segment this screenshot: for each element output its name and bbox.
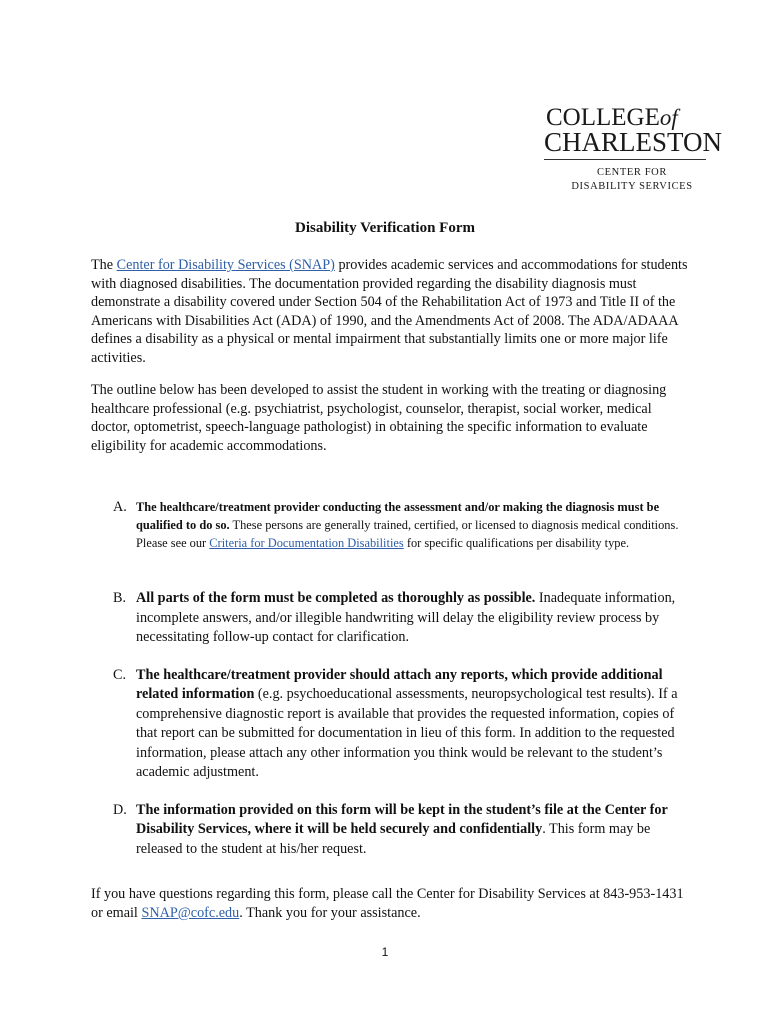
email-link[interactable]: SNAP@cofc.edu [141,904,240,921]
item-d-body: . This form may be released to the student at his/her request. [136,821,651,857]
logo-center-for: CENTER FOR [597,167,667,178]
item-c-body: (e.g. psychoeducational assessments, neuropsychological test results). If a comprehensive diagnostic report is available that provides the requested information, copies of that report can be submitted for documentation in lieu of this form. In addition to the requested information, please attach any other information you think would be relevant to the student’s academic adjustment. [136,686,678,781]
item-a-text1: These persons are generally trained, certified, or licensed to diagnosis medical conditions. Please see our [136,517,679,550]
item-b-text [136,589,691,648]
logo-college: COLLEGE [546,104,660,131]
item-b-body: Inadequate information, incomplete answers, and/or illegible handwriting will delay the eligibility review process by necessitating follow-up contact for clarification. [136,590,676,646]
item-a-text2: for specific qualifications per disability type. [403,535,630,550]
item-b-label: B. [113,590,127,606]
item-b-bold: All parts of the form must be completed as thoroughly as possible. [136,590,536,606]
form-title: Disability Verification Form [295,220,475,236]
item-c-text [136,666,691,782]
item-d-label: D. [113,802,127,818]
item-a-text [136,499,691,552]
item-d-bold: The information provided on this form will be kept in the student’s file at the Center for Disability Services, where it will be held securely and confidentially [136,802,668,838]
criteria-link[interactable]: Criteria for Documentation Disabilities [209,535,404,550]
intro-before-link: The [91,257,117,273]
item-d-text [136,801,691,859]
closing-before-email: If you have questions regarding this form, please call the Center for Disability Services at 843-953-1431 or email [91,886,684,921]
snap-link[interactable]: Center for Disability Services (SNAP) [116,257,335,273]
logo-divider [544,159,706,160]
outline-paragraph: The outline below has been developed to assist the student in working with the treating or diagnosing healthcare professional (e.g. psychiatrist, psychologist, counselor, therapist, social worker, medical doctor, optometrist, speech-language pathologist) in obtaining the specific information to evaluate eligibility for academic accommodations. [91,382,667,454]
page-number: 1 [381,945,389,959]
item-c-label: C. [113,667,127,683]
item-a-bold: The healthcare/treatment provider conducting the assessment and/or making the diagnosis must be qualified to do so. [136,500,660,532]
intro-paragraph [91,256,691,368]
intro-after-link: provides academic services and accommodations for students with diagnosed disabilities. The documentation provided regarding the disability diagnosis must demonstrate a disability covered under Section 504 of the Rehabilitation Act of 1973 and Title II of the Americans with Disabilities Act (ADA) of 1990, and the Amendments Act of 2008. The ADA/ADAAA defines a disability as a physical or mental impairment that substantially limits one or more major life activities. [91,257,688,366]
closing-paragraph [91,885,691,922]
closing-after-email: . Thank you for your assistance. [239,904,421,921]
logo-of: of [659,105,678,130]
logo-disability-services: DISABILITY SERVICES [571,181,693,192]
item-a-label: A. [113,499,127,515]
item-c-bold: The healthcare/treatment provider should attach any reports, which provide additional related information [136,667,663,703]
logo-charleston: CHARLESTON [544,127,723,157]
college-logo [540,104,723,194]
